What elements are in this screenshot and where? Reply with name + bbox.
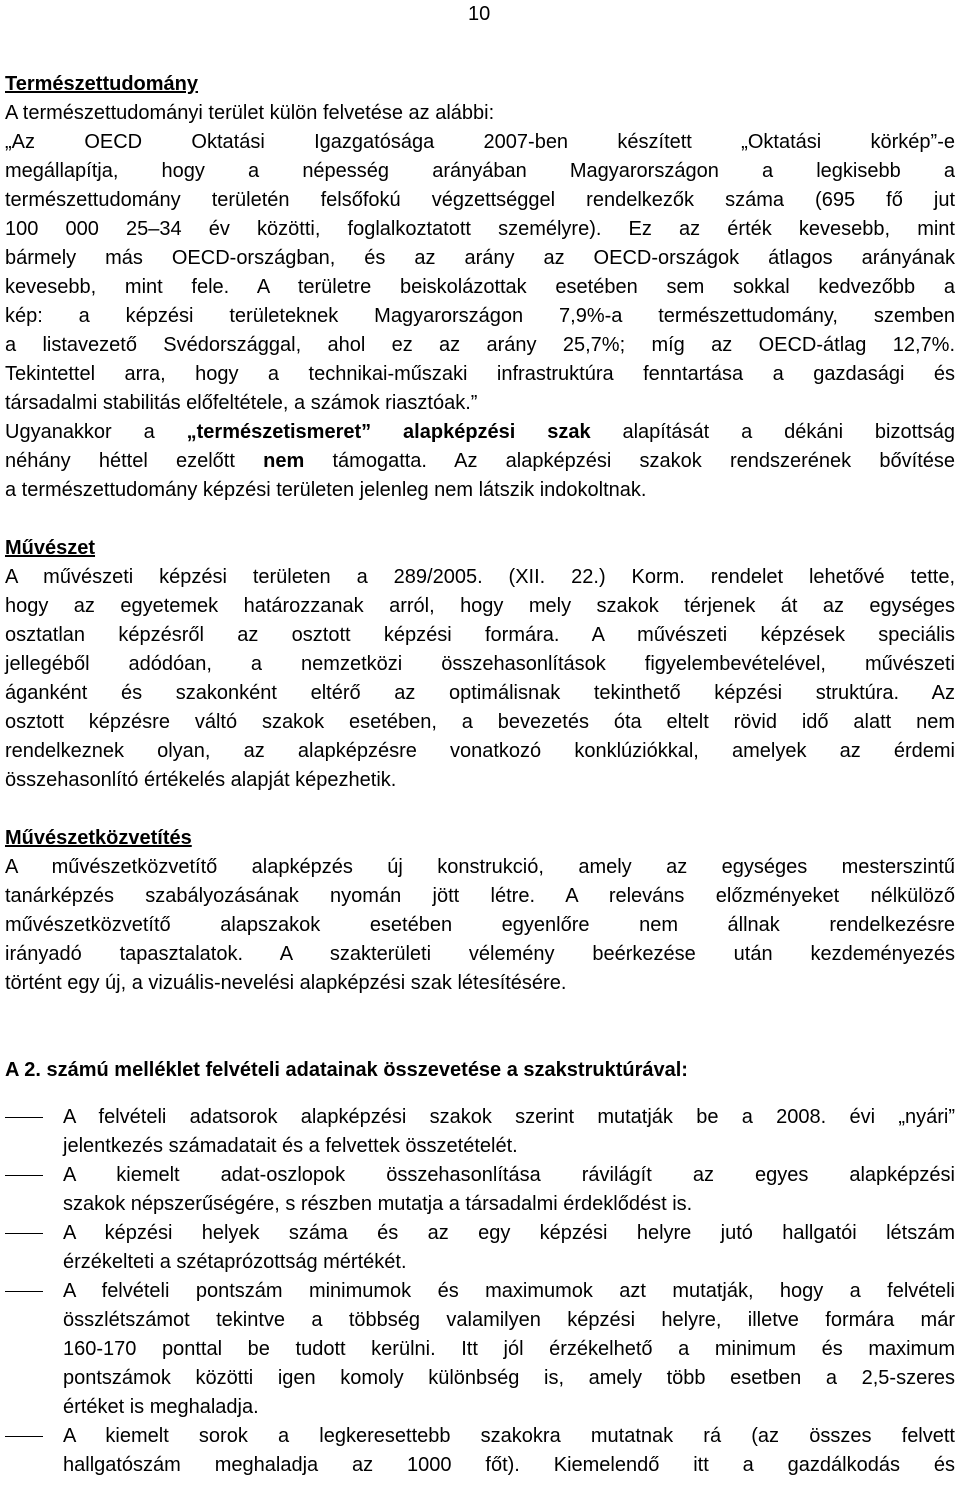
text-line: művészetközvetítő alapszakok esetében egyenlőre nem állnak rendelkezésre	[5, 914, 955, 936]
text-line: A felvételi pontszám minimumok és maximumok azt mutatják, hogy a felvételi	[63, 1280, 955, 1302]
document-body	[5, 70, 955, 1480]
text-line: A kiemelt adat-oszlopok összehasonlítása rávilágít az egyes alapképzési	[63, 1164, 955, 1186]
page-number: 10	[468, 3, 491, 25]
section-muveszetkozvetites	[5, 824, 955, 998]
text-line: Ugyanakkor a „természetismeret” alapképzési szak alapítását a dékáni bizottság	[5, 421, 955, 443]
text-line: A felvételi adatsorok alapképzési szakok szerint mutatják be a 2008. évi „nyári”	[63, 1106, 955, 1128]
text-line: a listavezető Svédországgal, ahol ez az arány 25,7%; míg az OECD-átlag 12,7%.	[5, 334, 955, 356]
text-line: érzékelteti a szétaprózottság mértékét.	[63, 1251, 407, 1273]
list-item	[5, 1277, 955, 1422]
section-muveszet	[5, 534, 955, 795]
section-termeszettudomany	[5, 70, 955, 505]
text-line: hogy az egyetemek határozzanak arról, hogy mely szakok térjenek át az egységes	[5, 595, 955, 617]
text-line: jelentkezés számadatait és a felvettek összetételét.	[63, 1135, 518, 1157]
paragraph-muveszetkozvetites	[5, 853, 955, 998]
paragraph-muveszet	[5, 563, 955, 795]
text-line: irányadó tapasztalatok. A szakterületi vélemény beérkezése után kezdeményezés	[5, 943, 955, 965]
text-line: áganként és szakonként eltérő az optimálisnak tekinthető képzési struktúra. Az	[5, 682, 955, 704]
text-line: összehasonlító értékelés alapját képezhetik.	[5, 769, 397, 791]
text-line: kép: a képzési területeknek Magyarországon 7,9%-a természettudomány, szemben	[5, 305, 955, 327]
dash-bullet-icon	[5, 1436, 43, 1437]
text-line: A kiemelt sorok a legkeresettebb szakokra mutatnak rá (az összes felvett	[63, 1425, 955, 1447]
paragraph-decision	[5, 418, 955, 505]
text-line: Tekintettel arra, hogy a technikai-műszaki infrastruktúra fenntartása a gazdasági és	[5, 363, 955, 385]
dash-bullet-icon	[5, 1117, 43, 1118]
text-line: 100 000 25–34 év közötti, foglalkoztatott személyre). Ez az érték kevesebb, mint	[5, 218, 955, 240]
text-line: szakok népszerűségére, s részben mutatja a társadalmi érdeklődést is.	[63, 1193, 693, 1215]
text-line: pontszámok közötti igen komoly különbség is, amely több esetben a 2,5-szeres	[63, 1367, 955, 1389]
text-line: társadalmi stabilitás előfeltétele, a számok riasztóak.”	[5, 392, 478, 414]
text-line: 160-170 ponttal be tudott kerülni. Itt jól érzékelhető a minimum és maximum	[63, 1338, 955, 1360]
text-line: értéket is meghaladja.	[63, 1396, 259, 1418]
text-line: rendelkeznek olyan, az alapképzésre vonatkozó konklúziókkal, amelyek az érdemi	[5, 740, 955, 762]
dash-bullet-icon	[5, 1175, 43, 1176]
dash-bullet-icon	[5, 1291, 43, 1292]
paragraph-intro	[5, 99, 955, 418]
text-line: megállapítja, hogy a népesség arányában Magyarországon a legkisebb a	[5, 160, 955, 182]
list-item	[5, 1161, 955, 1219]
text-line: osztatlan képzésről az osztott képzési formára. A művészeti képzések speciális	[5, 624, 955, 646]
list-item	[5, 1422, 955, 1480]
text-line: a természettudomány képzési területen jelenleg nem látszik indokoltnak.	[5, 479, 647, 501]
text-line: „Az OECD Oktatási Igazgatósága 2007-ben készített „Oktatási körkép”-e	[5, 131, 955, 153]
list-item	[5, 1103, 955, 1161]
text-line: A művészetközvetítő alapképzés új konstrukció, amely az egységes mesterszintű	[5, 856, 955, 878]
text-line: néhány héttel ezelőtt nem támogatta. Az alapképzési szakok rendszerének bővítése	[5, 450, 955, 472]
text-line: A művészeti képzési területen a 289/2005. (XII. 22.) Korm. rendelet lehetővé tette,	[5, 566, 955, 588]
annex-bullet-list	[5, 1103, 955, 1480]
text-line: tanárképzés szabályozásának nyomán jött létre. A releváns előzményeket nélkülöző	[5, 885, 955, 907]
text-line: jellegéből adódóan, a nemzetközi összehasonlítások figyelembevételével, művészeti	[5, 653, 955, 675]
text-line: összlétszámot tekintve a többség valamilyen képzési helyre, illetve formára már	[63, 1309, 955, 1331]
text-line: A képzési helyek száma és az egy képzési helyre jutó hallgatói létszám	[63, 1222, 955, 1244]
annex-title: A 2. számú melléklet felvételi adatainak összevetése a szakstruktúrával:	[5, 1059, 688, 1081]
dash-bullet-icon	[5, 1233, 43, 1234]
list-item	[5, 1219, 955, 1277]
text-line: osztott képzésre váltó szakok esetében, a bevezetés óta eltelt rövid idő alatt nem	[5, 711, 955, 733]
text-line: történt egy új, a vizuális-nevelési alapképzési szak létesítésére.	[5, 972, 567, 994]
text-line: hallgatószám meghaladja az 1000 főt). Kiemelendő itt a gazdálkodás és	[63, 1454, 955, 1476]
section-annex	[5, 1056, 955, 1480]
text-line: bármely más OECD-országban, és az arány az OECD-országok átlagos arányának	[5, 247, 955, 269]
section-heading-termeszettudomany: Természettudomány	[5, 73, 199, 95]
text-line: kevesebb, mint fele. A területre beiskolázottak esetében sem sokkal kedvezőbb a	[5, 276, 955, 298]
text-line: A természettudományi terület külön felvetése az alábbi:	[5, 102, 495, 124]
section-heading-muveszetkozvetites: Művészetközvetítés	[5, 827, 192, 849]
section-heading-muveszet: Művészet	[5, 537, 96, 559]
text-line: természettudomány területén felsőfokú végzettséggel rendelkezők száma (695 fő jut	[5, 189, 955, 211]
